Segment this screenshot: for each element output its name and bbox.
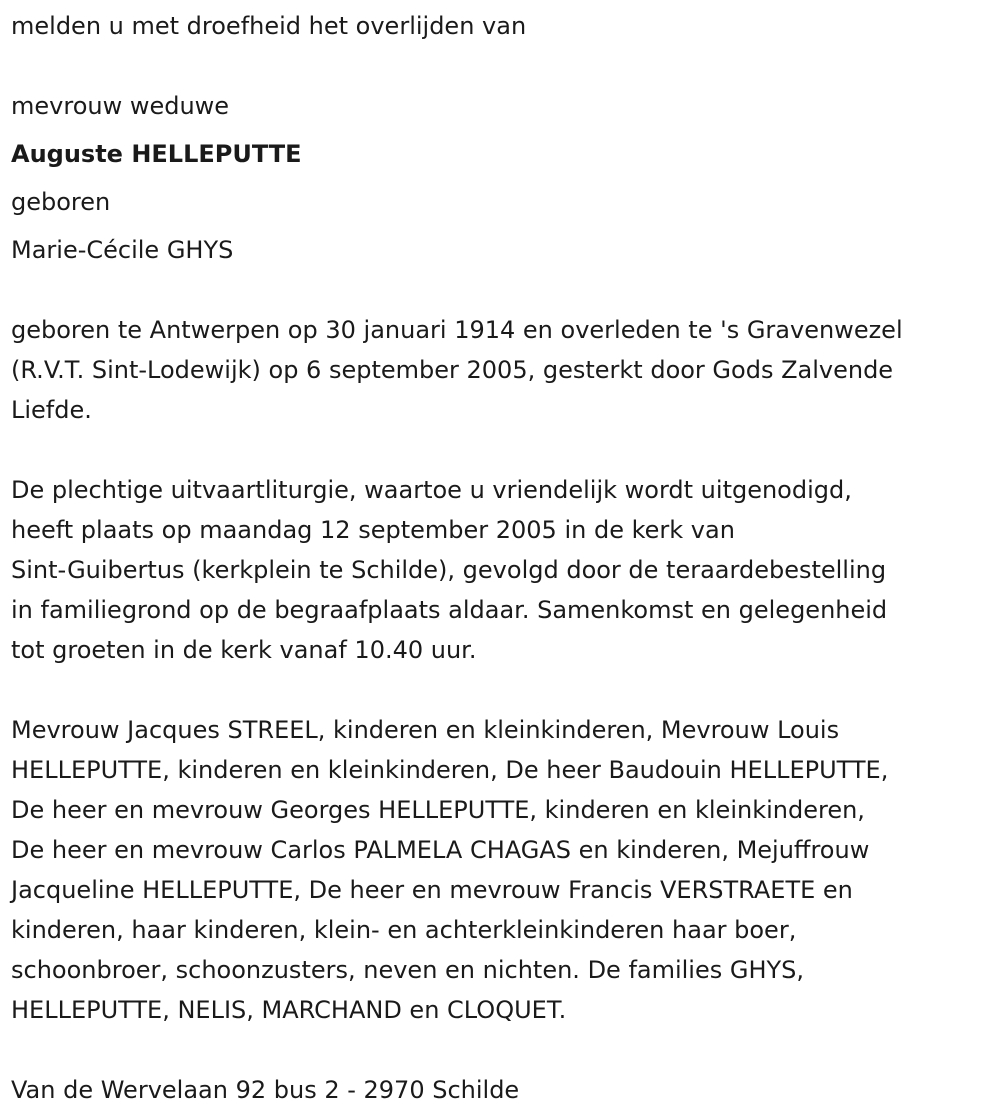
- title-line: mevrouw weduwe: [11, 92, 230, 120]
- paragraph-line: Liefde.: [11, 396, 92, 424]
- paragraph-line: Sint-Guibertus (kerkplein te Schilde), gevolgd door de teraardebestelling: [11, 556, 887, 584]
- paragraph-line: heeft plaats op maandag 12 september 2005 in de kerk van: [11, 516, 735, 544]
- paragraph-line: tot groeten in de kerk vanaf 10.40 uur.: [11, 636, 477, 664]
- born-label: geboren: [11, 188, 111, 216]
- paragraph-line: HELLEPUTTE, kinderen en kleinkinderen, De heer Baudouin HELLEPUTTE,: [11, 756, 889, 784]
- paragraph-line: schoonbroer, schoonzusters, neven en nichten. De families GHYS,: [11, 956, 805, 984]
- funeral-paragraph: [11, 470, 887, 670]
- paragraph-line: (R.V.T. Sint-Lodewijk) op 6 september 2005, gesterkt door Gods Zalvende: [11, 356, 894, 384]
- husband-name: Auguste HELLEPUTTE: [11, 140, 302, 168]
- paragraph-line: geboren te Antwerpen op 30 januari 1914 en overleden te 's Gravenwezel: [11, 316, 903, 344]
- paragraph-line: De heer en mevrouw Georges HELLEPUTTE, kinderen en kleinkinderen,: [11, 796, 865, 824]
- deceased-name: Marie-Cécile GHYS: [11, 236, 234, 264]
- paragraph-line: in familiegrond op de begraafplaats aldaar. Samenkomst en gelegenheid: [11, 596, 888, 624]
- family-paragraph: [11, 710, 888, 1030]
- paragraph-line: HELLEPUTTE, NELIS, MARCHAND en CLOQUET.: [11, 996, 567, 1024]
- paragraph-line: Mevrouw Jacques STREEL, kinderen en kleinkinderen, Mevrouw Louis: [11, 716, 840, 744]
- intro-text: melden u met droefheid het overlijden van: [11, 12, 527, 40]
- birth-death-paragraph: [11, 310, 903, 430]
- paragraph-line: kinderen, haar kinderen, klein- en achterkleinkinderen haar boer,: [11, 916, 797, 944]
- address-line: Van de Wervelaan 92 bus 2 - 2970 Schilde: [11, 1076, 520, 1104]
- paragraph-line: De plechtige uitvaartliturgie, waartoe u vriendelijk wordt uitgenodigd,: [11, 476, 852, 504]
- paragraph-line: Jacqueline HELLEPUTTE, De heer en mevrouw Francis VERSTRAETE en: [11, 876, 853, 904]
- paragraph-line: De heer en mevrouw Carlos PALMELA CHAGAS en kinderen, Mejuffrouw: [11, 836, 870, 864]
